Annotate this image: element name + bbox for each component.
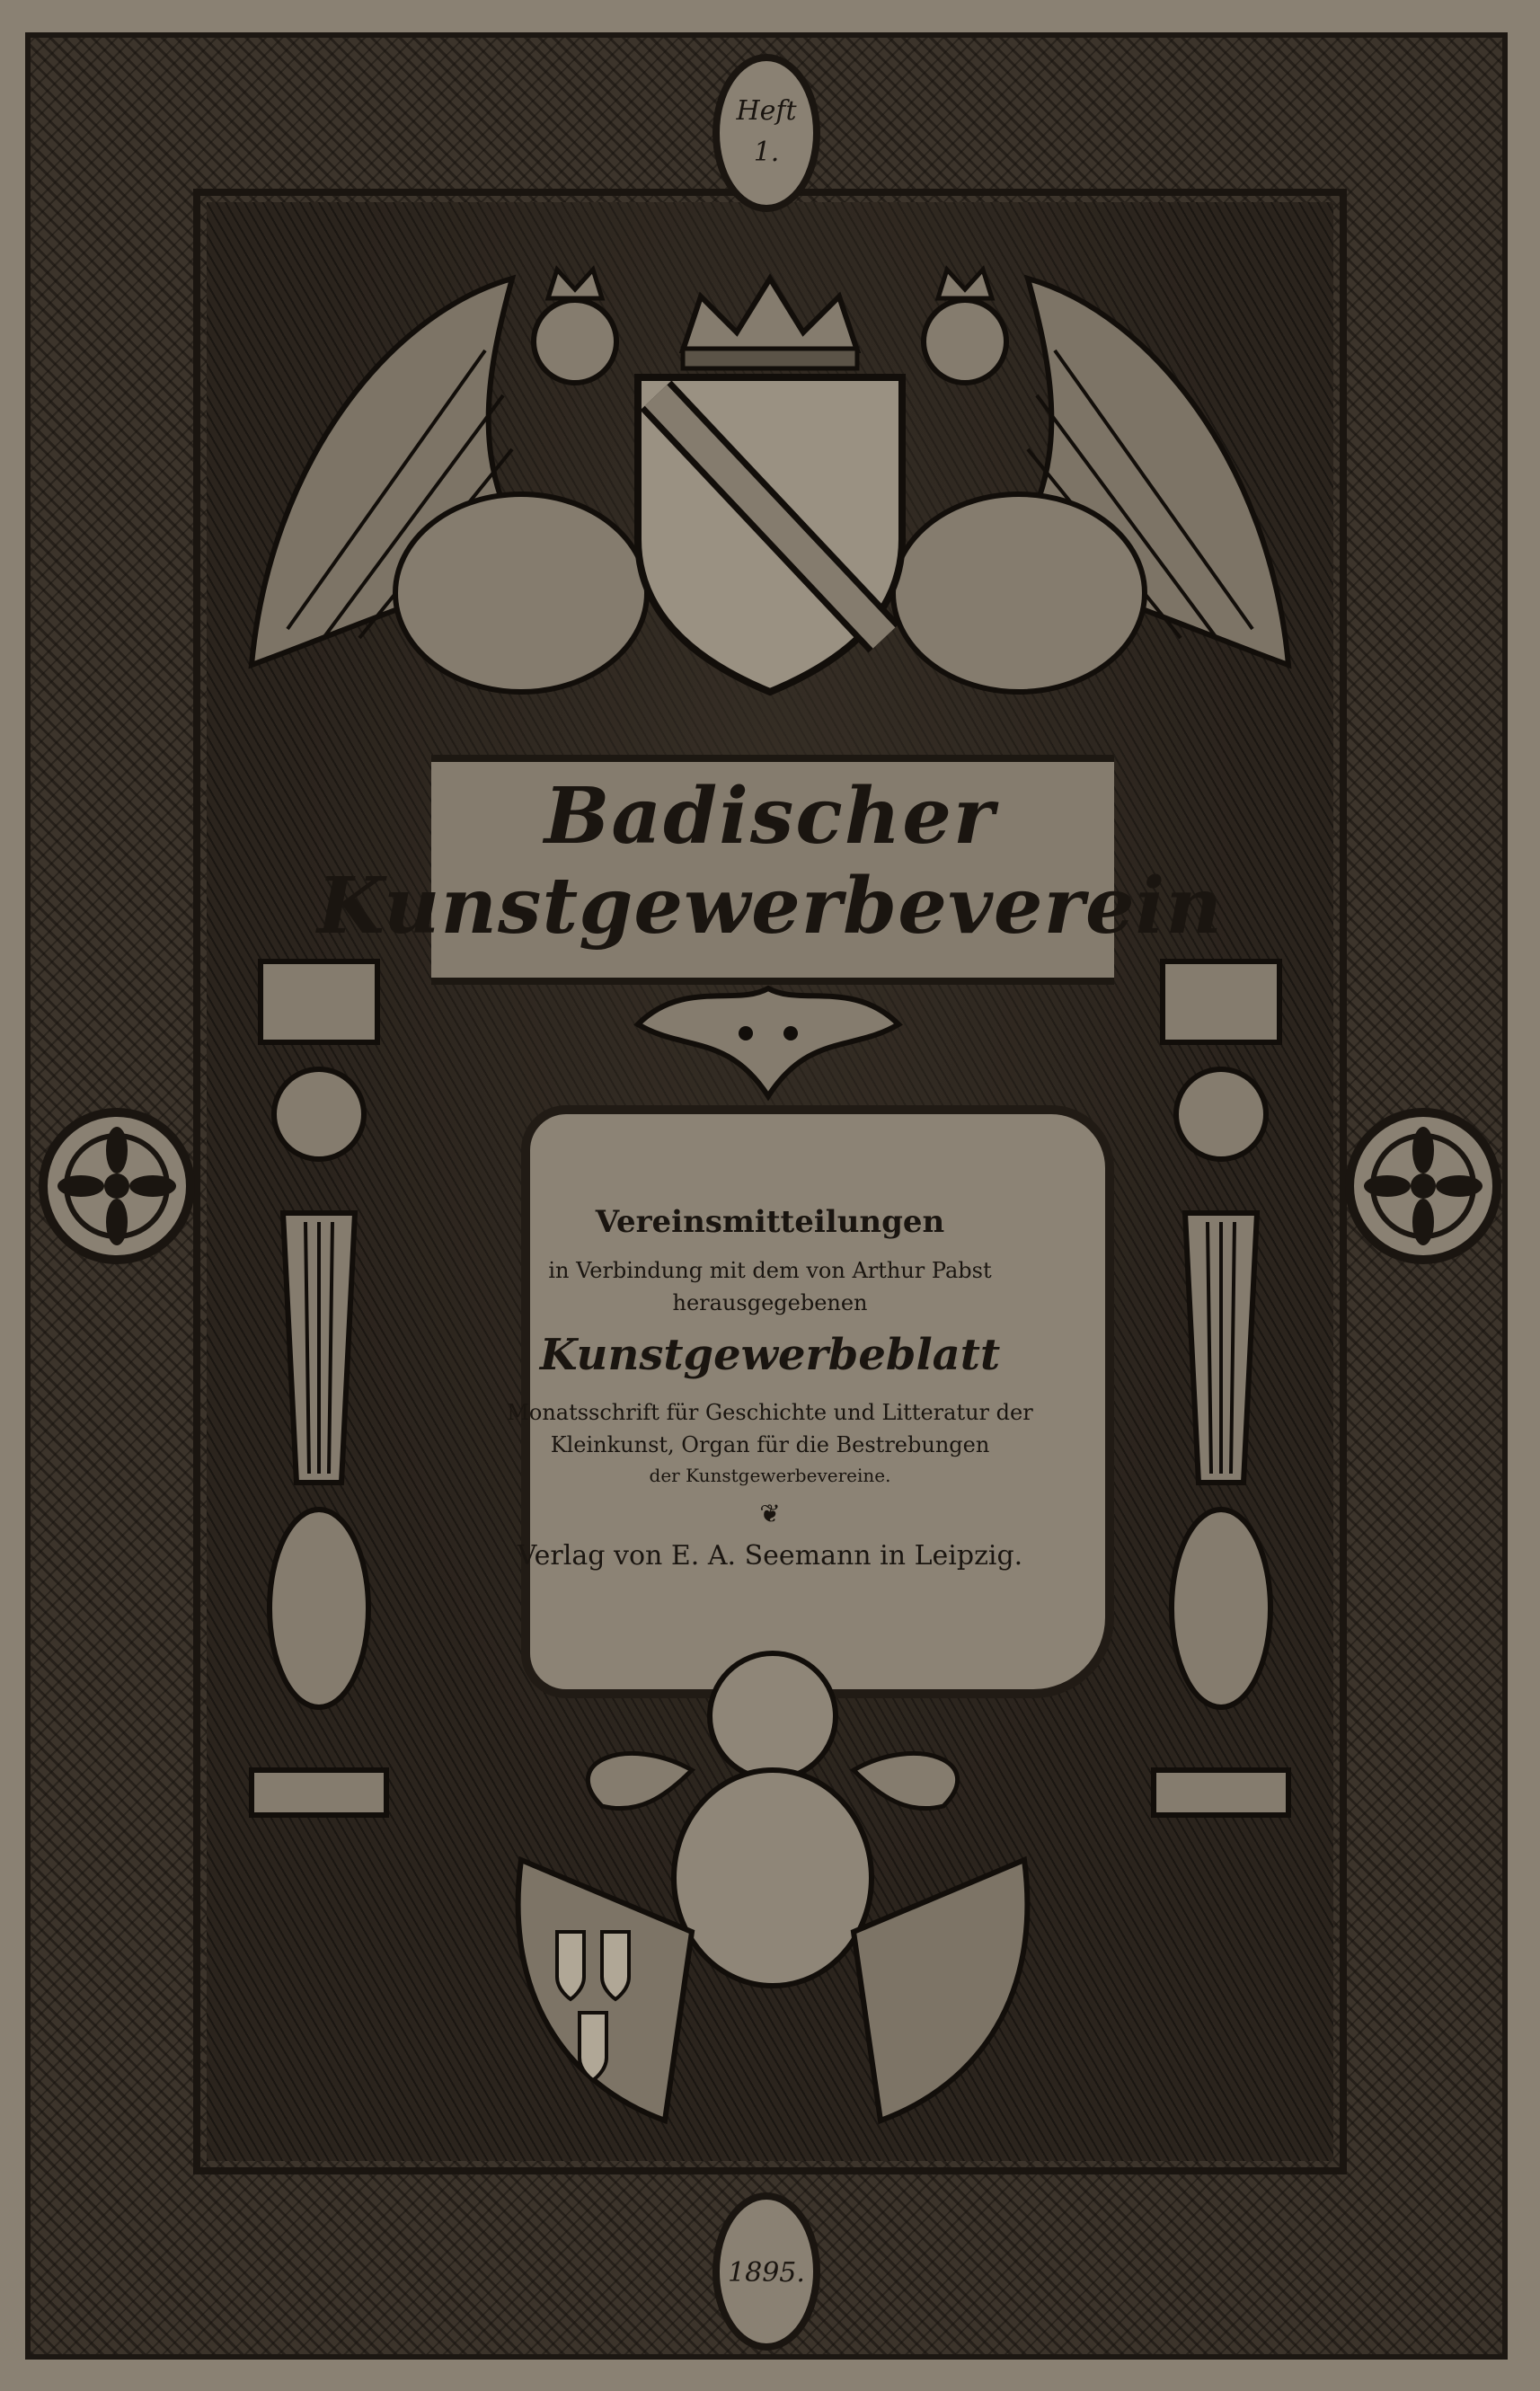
title-line-1: Badischer — [544, 771, 996, 862]
issue-number: 1. — [753, 137, 780, 168]
cherub-with-shields-illustration — [485, 1635, 1060, 2156]
journal-description-1: Monatsschrift für Geschichte und Litteratur der — [507, 1400, 1033, 1425]
editor-line: herausgegebenen — [672, 1290, 868, 1315]
connection-line: in Verbindung mit dem von Arthur Pabst — [548, 1258, 992, 1283]
publisher-line: Verlag von E. A. Seemann in Leipzig. — [517, 1540, 1023, 1572]
fleuron-icon: ❦ — [759, 1499, 781, 1528]
left-column-illustration — [243, 943, 395, 1914]
title-line-2: Kunstgewerbeverein — [317, 861, 1223, 952]
right-column-illustration — [1145, 943, 1297, 1914]
grotesque-mask-icon — [629, 970, 907, 1105]
journal-description-3: der Kunstgewerbevereine. — [649, 1465, 891, 1486]
year-medallion — [712, 2192, 820, 2351]
issue-medallion — [712, 54, 820, 212]
journal-title: Kunstgewerbeblatt — [539, 1330, 1001, 1380]
year-label: 1895. — [728, 2257, 805, 2289]
right-rosette-icon — [1342, 1105, 1504, 1267]
subtitle: Vereinsmitteilungen — [595, 1204, 945, 1240]
issue-label: Heft — [736, 95, 797, 127]
griffins-coat-of-arms-illustration — [216, 243, 1324, 746]
journal-description-2: Kleinkunst, Organ für die Bestrebungen — [550, 1432, 990, 1457]
left-rosette-icon — [36, 1105, 198, 1267]
